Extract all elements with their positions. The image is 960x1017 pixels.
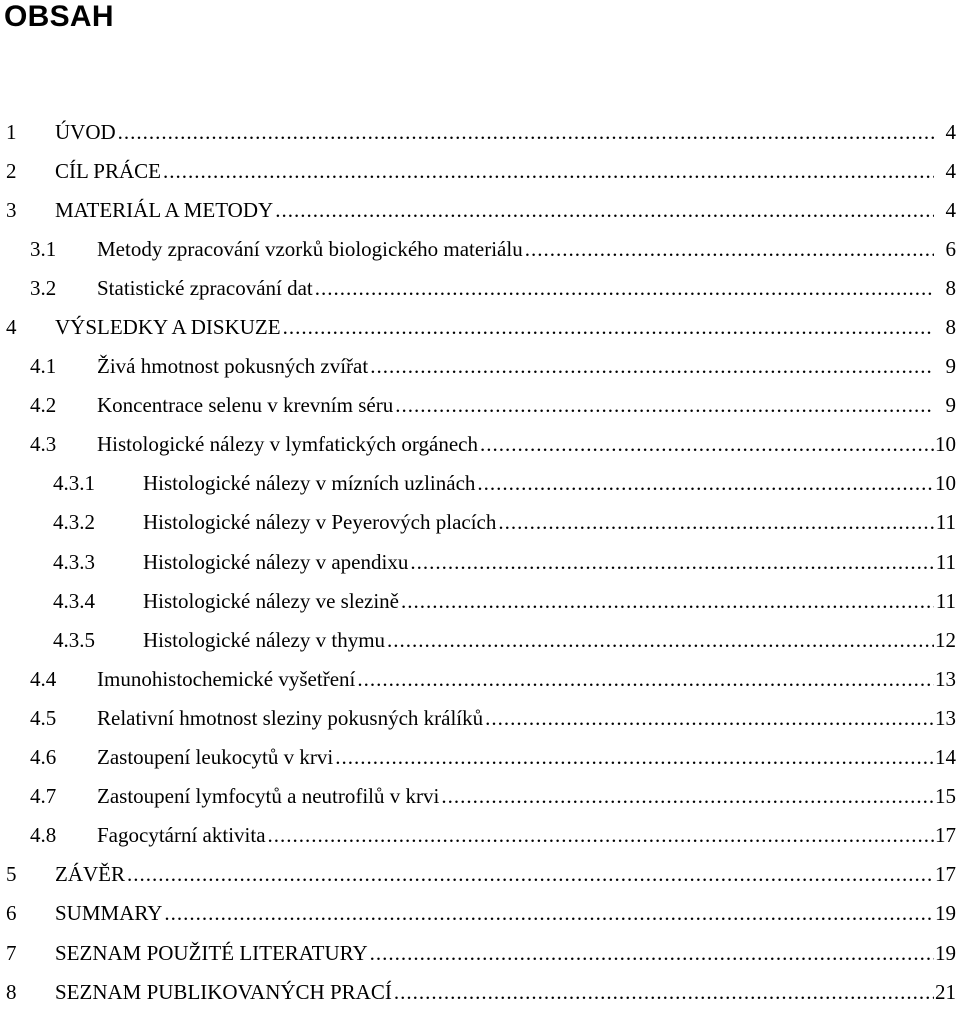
toc-entry-title-wrap [143,589,934,613]
toc-entry-page: 4 [945,197,956,222]
toc-entry-title[interactable]: SEZNAM PUBLIKOVANÝCH PRACÍ [55,979,392,1004]
toc-entry[interactable] [0,190,960,229]
toc-entry[interactable] [0,112,960,151]
toc-entry-page: 17 [935,823,956,848]
toc-entry[interactable] [0,581,960,620]
toc-entry-title-wrap [97,667,934,691]
dot-leader [164,901,934,925]
toc-entry-title-wrap [55,120,934,144]
toc-entry-number: 4.8 [30,823,57,848]
toc-entry-title[interactable]: ZÁVĚR [55,862,125,887]
toc-entry-title-wrap [55,862,934,886]
toc-entry-number: 8 [6,979,17,1004]
toc-entry-title-wrap [143,471,934,495]
toc-entry[interactable] [0,933,960,972]
toc-entry-page: 21 [935,979,956,1004]
dot-leader [401,589,934,613]
toc-entry-number: 4.1 [30,354,57,379]
toc-entry-page: 19 [935,940,956,965]
toc-entry-page: 14 [935,745,956,770]
toc-entry-title[interactable]: Fagocytární aktivita [97,823,266,848]
toc-entry-title-wrap [55,901,934,925]
toc-entry-page: 4 [945,158,956,183]
toc-entry-title[interactable]: Histologické nálezy v lymfatických orgánech [97,432,478,457]
toc-entry[interactable] [0,894,960,933]
toc-entry[interactable] [0,816,960,855]
toc-entry-title-wrap [97,237,934,261]
toc-entry-page: 4 [945,119,956,144]
toc-entry-title-wrap [97,354,934,378]
dot-leader [315,276,934,300]
toc-entry-number: 4 [6,315,17,340]
toc-entry-title-wrap [55,980,934,1004]
toc-entry-title[interactable]: Histologické nálezy v Peyerových placích [143,510,497,535]
dot-leader [118,120,934,144]
toc-entry-title-wrap [97,393,934,417]
toc-entry-number: 4.7 [30,784,57,809]
toc-entry[interactable] [0,268,960,307]
dot-leader [163,159,934,183]
toc-entry[interactable] [0,542,960,581]
toc-entry-title-wrap [97,276,934,300]
toc-entry-title[interactable]: Relativní hmotnost sleziny pokusných králíků [97,705,484,730]
toc-entry-title[interactable]: Statistické zpracování dat [97,275,313,300]
dot-leader [498,510,934,534]
toc-entry-title-wrap [97,745,934,769]
toc-entry-title[interactable]: Koncentrace selenu v krevním séru [97,393,394,418]
toc-entry-number: 1 [6,119,17,144]
toc-entry-number: 5 [6,862,17,887]
toc-entry-title-wrap [55,159,934,183]
toc-entry-number: 4.3.5 [53,627,95,652]
toc-entry-title-wrap [55,315,934,339]
toc-entry[interactable] [0,738,960,777]
page-title: OBSAH [4,0,114,33]
toc-entry-title[interactable]: Histologické nálezy ve slezině [143,588,399,613]
toc-entry-number: 2 [6,158,17,183]
toc-entry-title[interactable]: ÚVOD [55,119,116,144]
toc-entry-title[interactable]: Histologické nálezy v thymu [143,627,386,652]
toc-entry[interactable] [0,386,960,425]
table-of-contents [0,112,960,1011]
toc-entry-page: 9 [945,354,956,379]
toc-entry-page: 13 [935,666,956,691]
toc-entry-number: 4.3 [30,432,57,457]
toc-entry-page: 19 [935,901,956,926]
toc-entry-title-wrap [97,784,934,808]
toc-entry[interactable] [0,659,960,698]
toc-entry[interactable] [0,972,960,1011]
toc-entry-page: 12 [935,627,956,652]
toc-entry-page: 8 [945,315,956,340]
toc-entry-page: 6 [945,236,956,261]
toc-entry[interactable] [0,503,960,542]
toc-entry[interactable] [0,347,960,386]
toc-entry-number: 7 [6,940,17,965]
toc-entry-page: 17 [935,862,956,887]
toc-entry-title-wrap [55,198,934,222]
toc-entry-title[interactable]: CÍL PRÁCE [55,158,161,183]
toc-entry-title-wrap [97,706,934,730]
dot-leader [283,315,934,339]
toc-entry[interactable] [0,855,960,894]
toc-entry-page: 10 [935,471,956,496]
toc-entry-number: 4.4 [30,666,57,691]
dot-leader [387,628,934,652]
dot-leader [335,745,934,769]
toc-entry-title[interactable]: VÝSLEDKY A DISKUZE [55,315,281,340]
toc-entry-title[interactable]: SEZNAM POUŽITÉ LITERATURY [55,940,368,965]
toc-entry-number: 3.1 [30,236,57,261]
dot-leader [370,354,934,378]
toc-entry-page: 11 [935,588,956,613]
toc-entry-title-wrap [143,510,934,534]
toc-entry[interactable] [0,464,960,503]
toc-entry[interactable] [0,307,960,346]
toc-entry-page: 10 [935,432,956,457]
toc-entry-title-wrap [143,550,934,574]
toc-entry-title[interactable]: Zastoupení lymfocytů a neutrofilů v krvi [97,784,440,809]
toc-entry-title-wrap [97,432,934,456]
toc-entry-page: 9 [945,393,956,418]
dot-leader [275,198,934,222]
toc-entry-page: 11 [935,510,956,535]
dot-leader [410,550,934,574]
toc-entry[interactable] [0,698,960,737]
toc-entry-title-wrap [97,823,934,847]
toc-entry-title[interactable]: Zastoupení leukocytů v krvi [97,745,334,770]
toc-entry-title[interactable]: SUMMARY [55,901,163,926]
dot-leader [480,432,934,456]
dot-leader [395,393,934,417]
toc-entry-title[interactable]: MATERIÁL A METODY [55,197,274,222]
toc-entry-number: 4.3.1 [53,471,95,496]
toc-entry-number: 4.2 [30,393,57,418]
toc-entry[interactable] [0,425,960,464]
toc-entry[interactable] [0,151,960,190]
toc-entry-number: 6 [6,901,17,926]
dot-leader [477,471,934,495]
toc-entry-number: 4.3.4 [53,588,95,613]
toc-entry-title[interactable]: Metody zpracování vzorků biologického materiálu [97,236,523,261]
toc-entry-number: 3.2 [30,275,57,300]
toc-entry-number: 4.3.2 [53,510,95,535]
dot-leader [441,784,934,808]
toc-entry-page: 11 [935,549,956,574]
toc-entry-title-wrap [55,941,934,965]
dot-leader [525,237,934,261]
toc-entry-title[interactable]: Histologické nálezy v apendixu [143,549,409,574]
toc-entry-title[interactable]: Imunohistochemické vyšetření [97,666,356,691]
toc-entry-title[interactable]: Živá hmotnost pokusných zvířat [97,354,369,379]
toc-entry-number: 4.3.3 [53,549,95,574]
dot-leader [485,706,934,730]
toc-entry-title-wrap [143,628,934,652]
dot-leader [370,941,934,965]
toc-entry-number: 4.5 [30,705,57,730]
toc-entry-number: 3 [6,197,17,222]
toc-entry-title[interactable]: Histologické nálezy v mízních uzlinách [143,471,476,496]
dot-leader [127,862,934,886]
toc-entry[interactable] [0,777,960,816]
toc-entry-number: 4.6 [30,745,57,770]
dot-leader [268,823,934,847]
dot-leader [394,980,934,1004]
toc-entry-page: 15 [935,784,956,809]
toc-entry-page: 8 [945,275,956,300]
toc-entry[interactable] [0,229,960,268]
toc-entry[interactable] [0,620,960,659]
toc-entry-page: 13 [935,705,956,730]
dot-leader [357,667,934,691]
